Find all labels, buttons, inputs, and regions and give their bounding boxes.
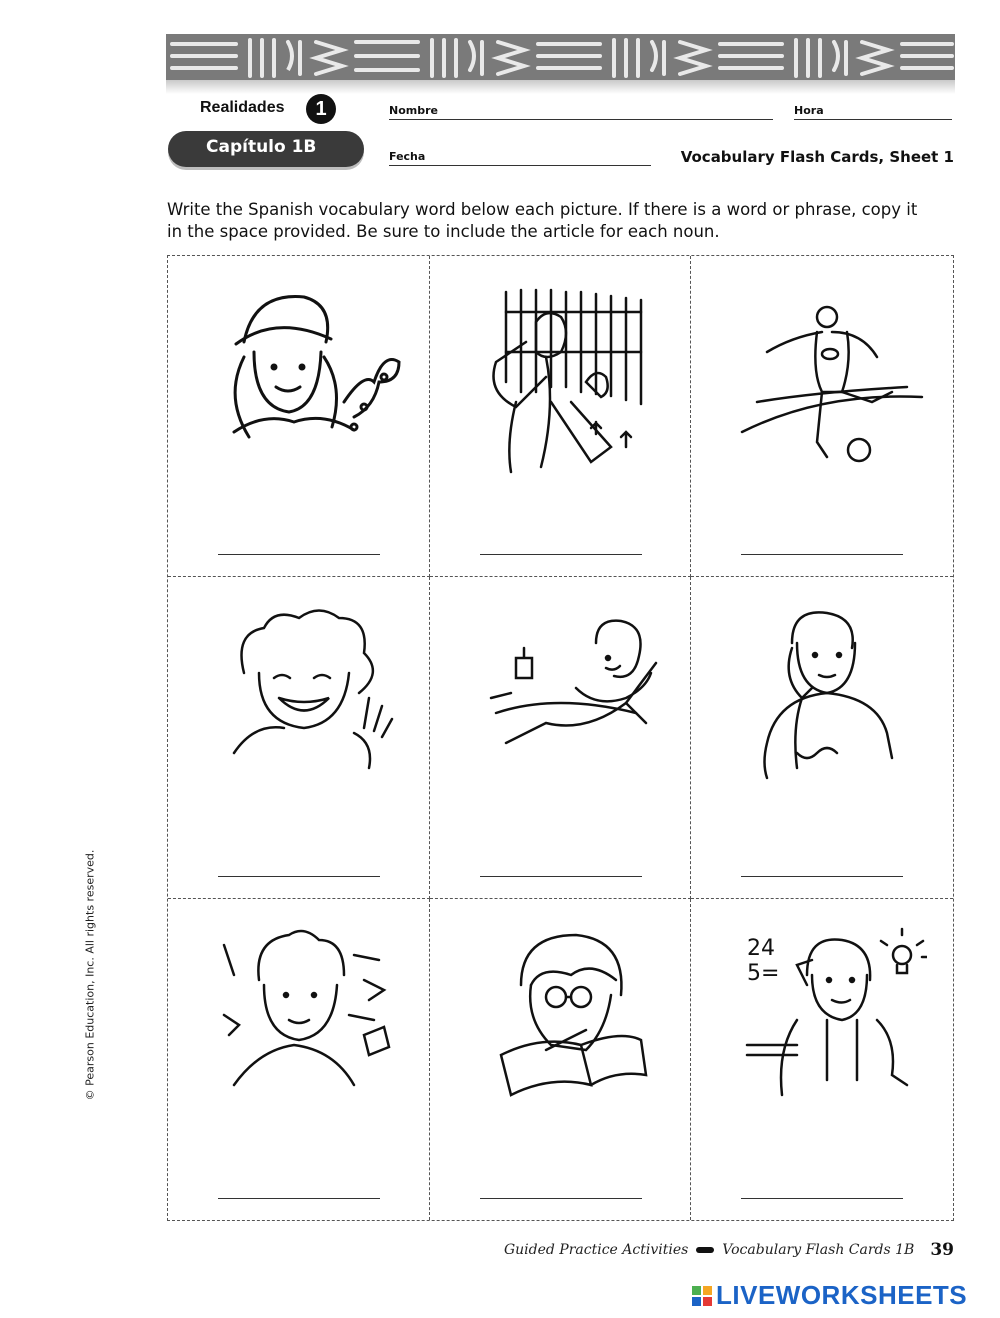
page-number: 39 [930, 1240, 954, 1260]
page-footer [504, 1240, 954, 1260]
header-banner [166, 34, 955, 84]
flash-card [430, 256, 692, 577]
laughing-boy-icon [214, 603, 404, 783]
svg-text:5=: 5= [747, 960, 780, 986]
messy-boy-icon [214, 925, 404, 1105]
gardening-person-icon [476, 282, 666, 482]
phone-talking-boy-icon [737, 603, 927, 783]
banner-shadow [166, 80, 955, 94]
flash-card [168, 899, 430, 1220]
svg-text:24: 24 [747, 935, 776, 961]
flash-card-grid [167, 255, 954, 1221]
footer-separator [696, 1247, 714, 1253]
liveworksheets-watermark[interactable] [692, 1280, 967, 1311]
flash-card [168, 577, 430, 898]
answer-line[interactable] [218, 1198, 380, 1199]
date-label: Fecha [389, 150, 426, 163]
flash-card [691, 577, 953, 898]
chapter-badge: Capítulo 1B [168, 131, 364, 167]
answer-line[interactable] [480, 876, 642, 877]
date-field[interactable] [389, 165, 651, 166]
name-field[interactable] [389, 119, 773, 120]
flash-card [430, 577, 692, 898]
soccer-player-icon [737, 282, 927, 482]
answer-line[interactable] [741, 876, 903, 877]
answer-line[interactable] [741, 554, 903, 555]
hour-field[interactable] [794, 119, 952, 120]
flash-card [691, 256, 953, 577]
level-badge: 1 [306, 94, 336, 124]
artistic-girl-icon [214, 282, 404, 462]
relaxing-person-icon [476, 603, 666, 783]
watermark-text: LIVEWORKSHEETS [716, 1280, 968, 1310]
instructions: Write the Spanish vocabulary word below each picture. If there is a word or phrase, copy it in the space provided. Be sure to include the article for each noun. [167, 200, 918, 241]
flash-card [691, 899, 953, 1220]
smart-girl-icon [737, 925, 927, 1105]
flash-card [168, 256, 430, 577]
answer-line[interactable] [741, 1198, 903, 1199]
copyright-notice: © Pearson Education, Inc. All rights reserved. [83, 849, 97, 1101]
hour-label: Hora [794, 104, 824, 117]
footer-right-text: Vocabulary Flash Cards 1B [722, 1242, 915, 1258]
flash-card [430, 899, 692, 1220]
studying-girl-icon [476, 925, 666, 1105]
name-label: Nombre [389, 104, 438, 117]
liveworksheets-logo-icon [692, 1286, 712, 1306]
answer-line[interactable] [480, 554, 642, 555]
sheet-title: Vocabulary Flash Cards, Sheet 1 [680, 148, 954, 166]
answer-line[interactable] [218, 554, 380, 555]
series-title: Realidades [200, 99, 285, 116]
answer-line[interactable] [480, 1198, 642, 1199]
answer-line[interactable] [218, 876, 380, 877]
footer-left-text: Guided Practice Activities [503, 1242, 689, 1258]
